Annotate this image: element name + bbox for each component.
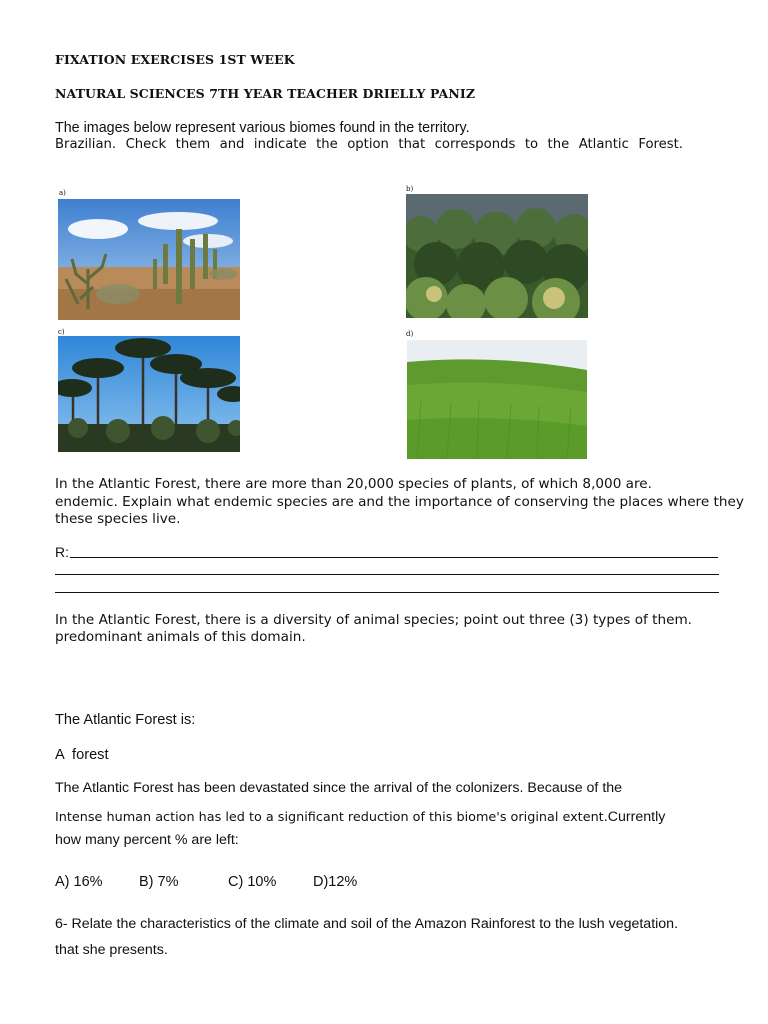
animals-question-line-2: predominant animals of this domain.	[55, 629, 306, 645]
question-6-line-2: that she presents.	[55, 942, 168, 958]
grassland-pampa-photo	[407, 340, 587, 459]
endemic-question-line-1: In the Atlantic Forest, there are more than 20,000 species of plants, of which 8,000 are.	[55, 476, 652, 492]
answer-line-2[interactable]	[55, 574, 719, 575]
percent-question-line-3: how many percent % are left:	[55, 832, 239, 848]
worksheet-title: FIXATION EXERCISES 1ST WEEK	[55, 52, 295, 67]
answer-line-3[interactable]	[55, 592, 719, 593]
forest-is-prompt: The Atlantic Forest is:	[55, 712, 196, 728]
araucaria-pine-forest-photo	[58, 336, 240, 452]
intro-line-1: The images below represent various biomes found in the territory.	[55, 120, 470, 136]
endemic-question-line-3: these species live.	[55, 511, 181, 527]
option-d[interactable]: D)12%	[313, 874, 358, 890]
answer-line-1[interactable]	[70, 557, 718, 558]
percent-question-line-2b: Currently	[607, 809, 666, 825]
percent-question-line-1: The Atlantic Forest has been devastated since the arrival of the colonizers. Because of the	[55, 780, 623, 796]
image-d-label: d)	[406, 330, 414, 338]
endemic-question-line-2: endemic. Explain what endemic species are and the importance of conserving the places where they	[55, 494, 744, 510]
option-a[interactable]: A) 16%	[55, 874, 103, 890]
percent-question-line-2	[55, 806, 665, 825]
option-b[interactable]: B) 7%	[139, 874, 179, 890]
image-c-label: c)	[58, 328, 65, 336]
worksheet-subtitle: NATURAL SCIENCES 7TH YEAR TEACHER DRIELLY PANIZ	[55, 86, 476, 101]
answer-prefix: R:	[55, 544, 69, 560]
image-b-label: b)	[406, 185, 414, 193]
percent-question-line-2a: Intense human action has led to a significant reduction of this biome's original extent.	[55, 810, 608, 825]
caatinga-cactus-photo	[58, 199, 240, 320]
atlantic-forest-canopy-photo	[406, 194, 588, 318]
image-a-label: a)	[59, 189, 66, 197]
animals-question-line-1: In the Atlantic Forest, there is a diversity of animal species; point out three (3) types of them.	[55, 612, 693, 628]
forest-is-answer: A forest	[55, 747, 109, 763]
option-c[interactable]: C) 10%	[228, 874, 277, 890]
intro-line-2: Brazilian. Check them and indicate the option that corresponds to the Atlantic Forest.	[55, 137, 683, 152]
question-6-line-1: 6- Relate the characteristics of the climate and soil of the Amazon Rainforest to the lush vegetation.	[55, 916, 679, 932]
